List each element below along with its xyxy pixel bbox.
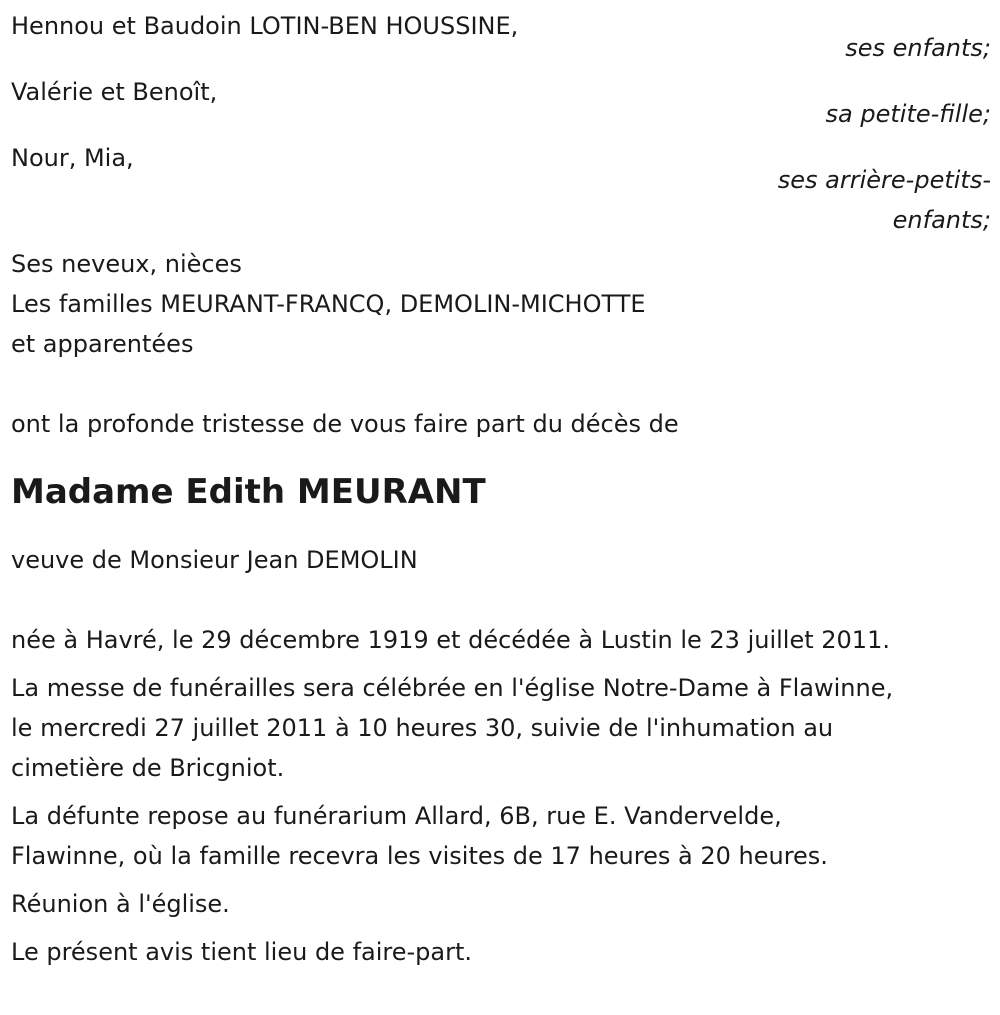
widow-of-text: veuve de Monsieur Jean DEMOLIN bbox=[11, 546, 418, 574]
notice-text: Le présent avis tient lieu de faire-part. bbox=[11, 938, 473, 966]
meeting-text: Réunion à l'église. bbox=[11, 890, 230, 918]
family-entry-granddaughter bbox=[11, 72, 991, 134]
funeral-line-3: cimetière de Bricgniot. bbox=[11, 754, 285, 782]
other-relatives bbox=[11, 244, 991, 364]
birth-death-text: née à Havré, le 29 décembre 1919 et décédée à Lustin le 23 juillet 2011. bbox=[11, 626, 890, 654]
families-line: Les familles MEURANT-FRANCQ, DEMOLIN-MICHOTTE bbox=[11, 290, 646, 318]
funeral-line-2: le mercredi 27 juillet 2011 à 10 heures 30, suivie de l'inhumation au bbox=[11, 714, 834, 742]
meeting-paragraph bbox=[11, 884, 991, 924]
family-entry-great-grandchildren bbox=[11, 138, 991, 240]
family-relation-line2: enfants; bbox=[892, 206, 991, 234]
family-names: Hennou et Baudoin LOTIN-BEN HOUSSINE, bbox=[11, 12, 519, 40]
announcement-text: ont la profonde tristesse de vous faire part du décès de bbox=[11, 410, 679, 438]
funeral-line-1: La messe de funérailles sera célébrée en l'église Notre-Dame à Flawinne, bbox=[11, 674, 894, 702]
obituary-notice bbox=[11, 6, 991, 980]
birth-death-paragraph bbox=[11, 620, 991, 660]
deceased-name: Madame Edith MEURANT bbox=[11, 472, 486, 512]
funeral-paragraph bbox=[11, 668, 991, 788]
family-relation: ses enfants; bbox=[845, 34, 991, 62]
rest-line-1: La défunte repose au funérarium Allard, 6B, rue E. Vandervelde, bbox=[11, 802, 782, 830]
rest-paragraph bbox=[11, 796, 991, 876]
family-relation: sa petite-fille; bbox=[825, 100, 991, 128]
family-names: Nour, Mia, bbox=[11, 144, 134, 172]
family-names: Valérie et Benoît, bbox=[11, 78, 218, 106]
family-relation-line1: ses arrière-petits- bbox=[777, 166, 991, 194]
notice-paragraph bbox=[11, 932, 991, 972]
nephews-nieces: Ses neveux, nièces bbox=[11, 250, 242, 278]
family-entry-children bbox=[11, 6, 991, 68]
relatives-line: et apparentées bbox=[11, 330, 194, 358]
rest-line-2: Flawinne, où la famille recevra les visites de 17 heures à 20 heures. bbox=[11, 842, 828, 870]
